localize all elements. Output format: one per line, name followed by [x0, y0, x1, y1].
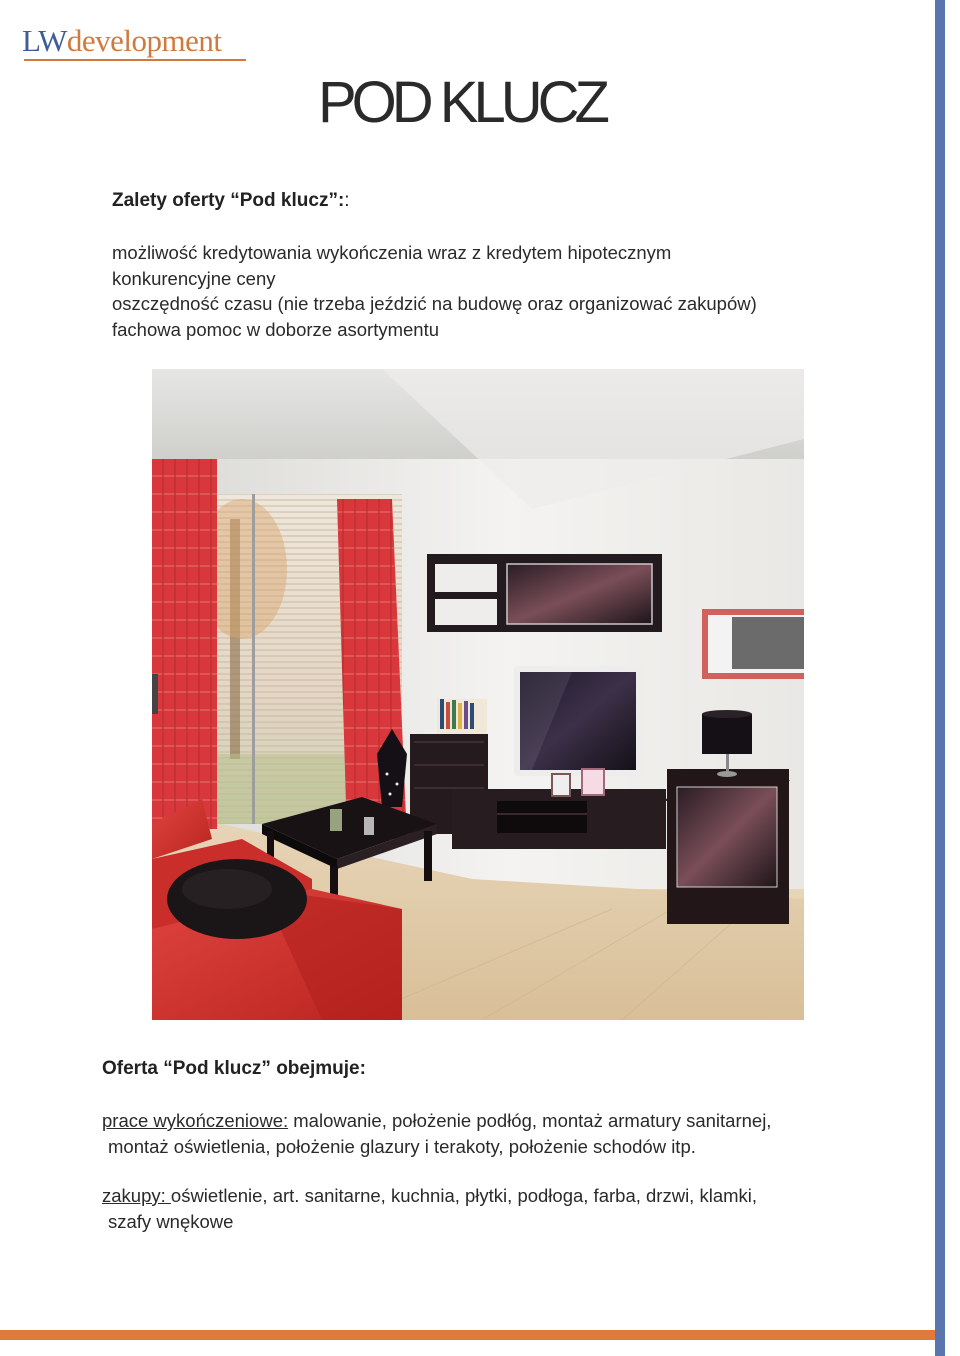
logo-development: development [66, 23, 222, 58]
purchases-paragraph [102, 1183, 757, 1234]
company-logo [22, 24, 247, 62]
advantage-item: oszczędność czasu (nie trzeba jeździć na budowę oraz organizować zakupów) [112, 293, 757, 314]
finishing-works-text-line1: malowanie, położenie podłóg, montaż armatury sanitarnej, [288, 1110, 772, 1131]
purchases-text-line2: szafy wnękowe [108, 1210, 234, 1232]
page-title: POD KLUCZ [318, 70, 605, 135]
finishing-works-text-line2: montaż oświetlenia, położenie glazury i terakoty, położenie schodów itp. [108, 1135, 696, 1157]
offer-heading: Oferta “Pod klucz” obejmuje: [102, 1058, 366, 1079]
advantages-heading-text: Zalety oferty “Pod klucz”: [112, 190, 345, 211]
bottom-accent-bar [0, 1330, 935, 1340]
advantage-item: możliwość kredytowania wykończenia wraz z kredytem hipotecznym [112, 242, 672, 263]
advantages-heading-suffix: : [344, 190, 350, 211]
right-accent-bar [935, 0, 945, 1356]
logo-lw: LW [22, 23, 67, 58]
finishing-works-label: prace wykończeniowe: [102, 1110, 289, 1131]
advantages-heading [112, 190, 350, 212]
purchases-text-line1: oświetlenie, art. sanitarne, kuchnia, płytki, podłoga, farba, drzwi, klamki, [170, 1185, 758, 1206]
advantages-list [112, 240, 757, 342]
advantage-item: konkurencyjne ceny [112, 267, 276, 289]
purchases-label: zakupy: [102, 1185, 171, 1206]
logo-underline [24, 59, 246, 61]
living-room-photo [152, 369, 804, 1020]
advantage-item: fachowa pomoc w doborze asortymentu [112, 318, 440, 340]
finishing-works-paragraph [102, 1108, 771, 1159]
